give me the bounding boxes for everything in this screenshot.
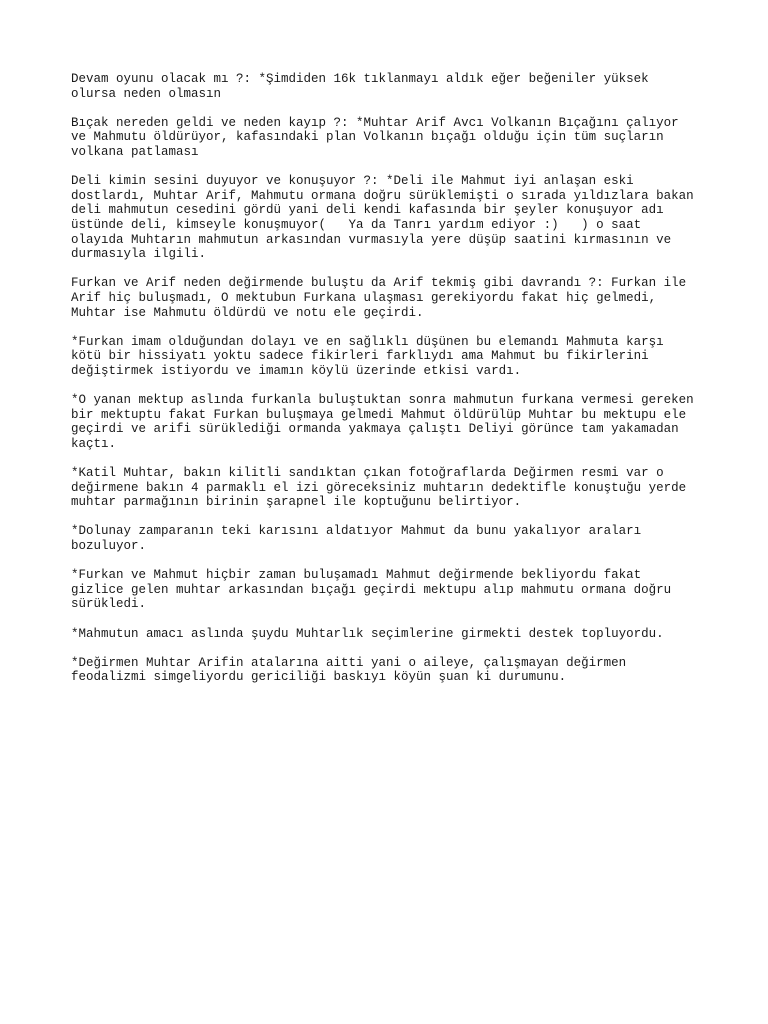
text-line: ve Mahmutu öldürüyor, kafasındaki plan Volkanın bıçağı olduğu için tüm suçların [71,130,664,145]
text-line: Muhtar ise Mahmutu öldürdü ve notu ele geçirdi. [71,305,424,320]
paragraph-sequel-question [71,72,711,101]
text-line: geçirdi ve arifi sürüklediği ormanda yakmaya çalıştı Deliyi görünce tam yakamadan [71,422,679,437]
text-line: olayıda Muhtarın mahmutun arkasından vurmasıyla yere düşüp saatini kırmasının ve [71,232,672,247]
text-line: Arif hiç buluşmadı, O mektubun Furkana ulaşması gerekiyordu fakat hiç gelmedi, [71,290,657,305]
text-line: *Mahmutun amacı aslında şuydu Muhtarlık seçimlerine girmekti destek topluyordu. [71,626,664,641]
paragraph-mahmut-goal [71,627,711,642]
paragraph-madman-question [71,174,711,262]
paragraph-mill-meeting-question [71,276,711,320]
text-line: Deli kimin sesini duyuyor ve konuşuyor ?: *Deli ile Mahmut iyi anlaşan eski [71,174,634,189]
text-line: üstünde deli, kimseyle konuşmuyor( Ya da Tanrı yardım ediyor :) ) o saat [71,217,642,232]
paragraph-burned-letter [71,393,711,451]
paragraph-killer-muhtar [71,466,711,510]
text-line: *Dolunay zamparanın teki karısını aldatıyor Mahmut da bunu yakalıyor araları [71,524,642,539]
text-line: *Furkan ve Mahmut hiçbir zaman buluşamadı Mahmut değirmende bekliyordu fakat [71,568,642,583]
paragraph-mill-symbolism [71,656,711,685]
paragraph-furkan-mahmut [71,568,711,612]
text-line: bozuluyor. [71,539,147,553]
text-line: kötü bir hissiyatı yoktu sadece fikirleri farklıydı ama Mahmut bu fikirlerini [71,349,649,364]
paragraph-knife-question [71,116,711,160]
text-line: Furkan ve Arif neden değirmende buluştu da Arif tekmiş gibi davrandı ?: Furkan ile [71,276,687,291]
paragraph-dolunay [71,524,711,553]
text-line: muhtar parmağının birinin şarapnel ile koptuğunu belirtiyor. [71,495,522,510]
text-line: sürükledi. [71,597,147,612]
text-line: *Katil Muhtar, bakın kilitli sandıktan çıkan fotoğraflarda Değirmen resmi var o [71,466,664,481]
text-line: feodalizmi simgeliyordu gericiliği baskıyı köyün şuan ki durumunu. [71,670,567,685]
text-line: değirmene bakın 4 parmaklı el izi göreceksiniz muhtarın dedektifle konuştuğu yerde [71,480,687,495]
text-line: volkana patlaması [71,144,199,159]
text-line: dostlardı, Muhtar Arif, Mahmutu ormana doğru sürüklemişti o sırada yıldızlara bakan [71,188,694,203]
text-line: kaçtı. [71,436,117,451]
text-line: bir mektuptu fakat Furkan buluşmaya gelmedi Mahmut öldürülüp Muhtar bu mektupu ele [71,407,687,422]
text-line: Devam oyunu olacak mı ?: *Şimdiden 16k tıklanmayı aldık eğer beğeniler yüksek [71,72,649,86]
text-line: durmasıyla ilgili. [71,247,207,262]
text-line: deli mahmutun cesedini gördü yani deli kendi kafasında bir şeyler konuşuyor adı [71,203,664,218]
paragraph-furkan-imam [71,335,711,379]
text-line: *O yanan mektup aslında furkanla buluştuktan sonra mahmutun furkana vermesi gereken [71,393,694,408]
text-line: gizlice gelen muhtar arkasından bıçağı geçirdi mektupu alıp mahmutu ormana doğru [71,582,672,597]
text-line: Bıçak nereden geldi ve neden kayıp ?: *Muhtar Arif Avcı Volkanın Bıçağını çalıyor [71,115,679,130]
text-line: *Değirmen Muhtar Arifin atalarına aitti yani o aileye, çalışmayan değirmen [71,655,627,670]
text-line: olursa neden olmasın [71,86,222,101]
text-line: değiştirmek istiyordu ve imamın köylü üzerinde etkisi vardı. [71,363,522,378]
document-body [71,72,711,700]
text-line: *Furkan imam olduğundan dolayı ve en sağlıklı düşünen bu elemandı Mahmuta karşı [71,334,664,349]
